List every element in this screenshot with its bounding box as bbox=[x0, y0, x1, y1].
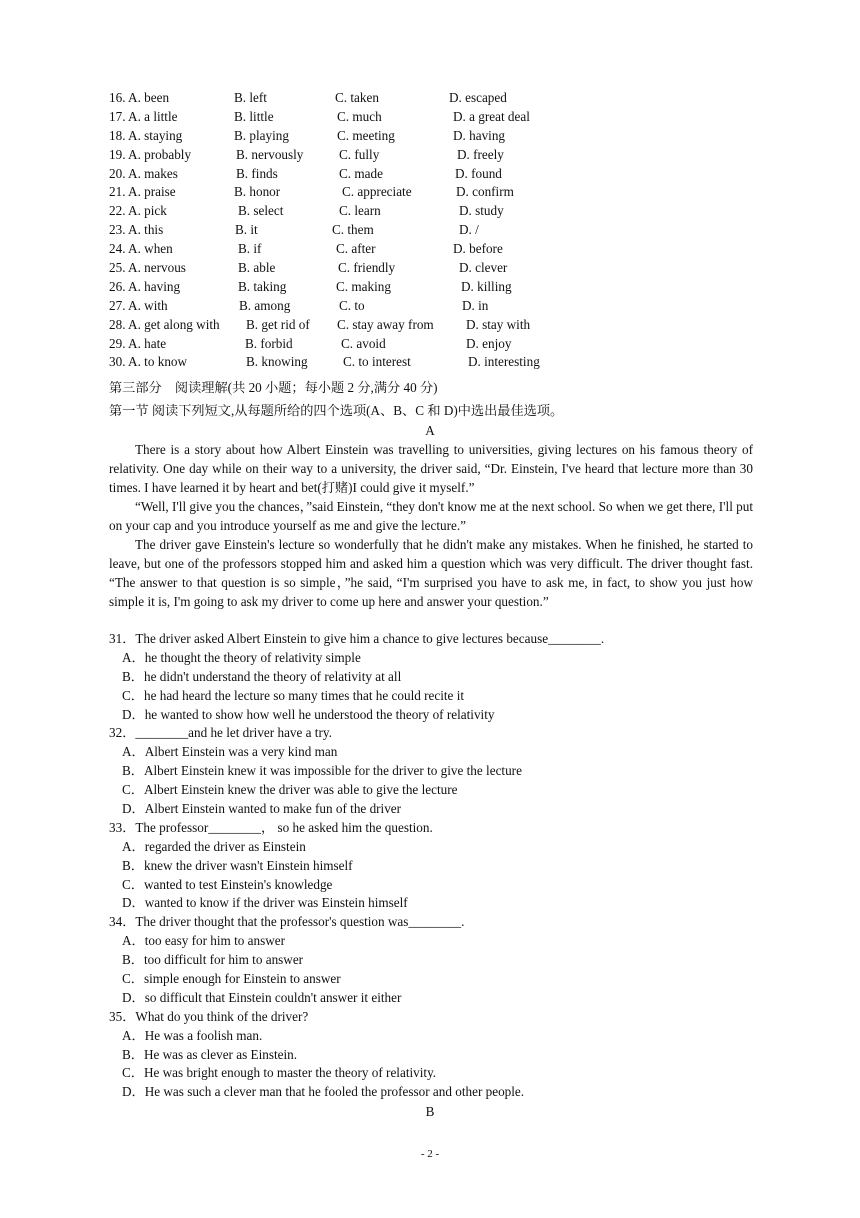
option-c: C. avoid bbox=[341, 335, 386, 351]
option-c: C. friendly bbox=[338, 260, 396, 276]
option-d: D. confirm bbox=[456, 184, 514, 200]
option-b: B. playing bbox=[234, 127, 289, 143]
option-d: D. freely bbox=[457, 146, 504, 162]
answer-option: D．He was such a clever man that he fooled the professor and other people. bbox=[122, 1084, 525, 1100]
question-stem: 31．The driver asked Albert Einstein to give him a chance to give lectures because________. bbox=[109, 631, 605, 646]
option-c: C. taken bbox=[335, 90, 379, 105]
option-a: 30. A. to know bbox=[109, 354, 188, 370]
option-d: D. / bbox=[459, 222, 479, 238]
answer-option: C．he had heard the lecture so many times that he could recite it bbox=[122, 687, 465, 703]
option-c: C. meeting bbox=[337, 127, 395, 143]
option-b: B. among bbox=[239, 297, 291, 313]
option-b: B. select bbox=[238, 203, 284, 219]
option-b: B. knowing bbox=[246, 354, 308, 370]
option-b: B. nervously bbox=[236, 146, 304, 162]
passage-paragraph: “Well, I'll give you the chances，”said Einstein, “they don't know me at the next school. So when we get there, I'll put on your cap and you introduce yourself as me and give the lecture.” bbox=[109, 499, 754, 533]
answer-option: B．He was as clever as Einstein. bbox=[122, 1046, 298, 1062]
part3-heading: 第三部分 阅读理解(共 20 小题；每小题 2 分,满分 40 分) bbox=[109, 380, 438, 395]
option-d: D. clever bbox=[459, 260, 508, 276]
option-d: D. study bbox=[459, 203, 504, 219]
option-a: 25. A. nervous bbox=[109, 260, 186, 276]
option-row bbox=[109, 88, 769, 107]
answer-option: B．he didn't understand the theory of relativity at all bbox=[122, 668, 402, 684]
option-row bbox=[109, 352, 769, 371]
answer-option: B．too difficult for him to answer bbox=[122, 952, 304, 968]
option-b: B. able bbox=[238, 260, 276, 276]
cloze-options bbox=[109, 88, 769, 371]
option-c: C. to bbox=[339, 297, 365, 313]
question-stem: 33．The professor________， so he asked him the question. bbox=[109, 819, 433, 835]
option-b: B. finds bbox=[236, 165, 278, 181]
option-row bbox=[109, 201, 769, 220]
answer-option: B．Albert Einstein knew it was impossible for the driver to give the lecture bbox=[122, 763, 522, 779]
option-row bbox=[109, 182, 769, 201]
option-b: B. forbid bbox=[245, 335, 293, 351]
passage-b-label: B bbox=[425, 1104, 435, 1119]
option-row bbox=[109, 107, 769, 126]
option-row bbox=[109, 220, 769, 239]
option-row bbox=[109, 126, 769, 145]
option-d: D. found bbox=[455, 165, 502, 181]
option-a: 19. A. probably bbox=[109, 146, 192, 162]
option-b: B. it bbox=[235, 222, 258, 238]
option-row bbox=[109, 334, 769, 353]
option-c: C. after bbox=[336, 241, 376, 257]
reading-questions bbox=[109, 629, 759, 1101]
option-b: B. honor bbox=[234, 184, 281, 200]
passage-a bbox=[109, 440, 753, 611]
option-a: 26. A. having bbox=[109, 278, 181, 294]
option-a: 27. A. with bbox=[109, 297, 168, 313]
option-row bbox=[109, 164, 769, 183]
option-d: D. having bbox=[453, 127, 506, 143]
section1-heading: 第一节 阅读下列短文,从每题所给的四个选项(A、B、C 和 D)中选出最佳选项。 bbox=[109, 403, 564, 418]
option-d: D. stay with bbox=[466, 316, 531, 332]
question-stem: 35．What do you think of the driver? bbox=[109, 1008, 309, 1024]
option-a: 28. A. get along with bbox=[109, 316, 220, 332]
option-c: C. them bbox=[332, 222, 374, 238]
answer-option: C．simple enough for Einstein to answer bbox=[122, 971, 341, 987]
passage-a-label: A bbox=[425, 423, 435, 438]
option-c: C. much bbox=[337, 108, 382, 124]
option-d: D. interesting bbox=[468, 354, 540, 370]
passage-paragraph: The driver gave Einstein's lecture so wonderfully that he didn't make any mistakes. When he finished, he started to leave, but one of the professors stopped him and asked him a question which was very difficult. The driver thought fast. “The answer to that question is so simple，”he said, “I'm surprised you have to ask me, in fact, to show you just how simple it is, I'm going to ask my driver to come up here and answer your question.” bbox=[109, 537, 753, 609]
option-row bbox=[109, 296, 769, 315]
option-a: 22. A. pick bbox=[109, 203, 167, 219]
answer-option: C．Albert Einstein knew the driver was able to give the lecture bbox=[122, 782, 458, 798]
option-d: D. escaped bbox=[449, 90, 507, 105]
answer-option: A．Albert Einstein was a very kind man bbox=[122, 744, 338, 760]
option-c: C. appreciate bbox=[342, 184, 412, 200]
option-a: 21. A. praise bbox=[109, 184, 176, 200]
option-d: D. in bbox=[462, 297, 489, 313]
option-row bbox=[109, 239, 769, 258]
option-c: C. learn bbox=[339, 203, 381, 219]
option-d: D. enjoy bbox=[466, 335, 512, 351]
answer-option: D．Albert Einstein wanted to make fun of the driver bbox=[122, 801, 402, 817]
option-row bbox=[109, 145, 769, 164]
option-c: C. made bbox=[339, 165, 383, 181]
option-row bbox=[109, 258, 769, 277]
option-b: B. get rid of bbox=[246, 316, 310, 332]
option-c: C. making bbox=[336, 278, 391, 294]
option-a: 24. A. when bbox=[109, 241, 173, 257]
option-a: 29. A. hate bbox=[109, 335, 167, 351]
option-d: D. a great deal bbox=[453, 108, 530, 124]
answer-option: C．wanted to test Einstein's knowledge bbox=[122, 876, 333, 892]
answer-option: D．wanted to know if the driver was Einstein himself bbox=[122, 895, 408, 911]
option-b: B. little bbox=[234, 108, 274, 124]
option-a: 18. A. staying bbox=[109, 127, 183, 143]
page-number: - 2 - bbox=[420, 1148, 440, 1160]
passage-paragraph: There is a story about how Albert Einstein was travelling to universities, giving lectures on his famous theory of relativity. One day while on their way to a university, the driver said, “Dr. Einstein, I've heard that lecture more than 30 times. I have learned it by heart and bet(打赌)I could give it myself.” bbox=[109, 442, 753, 495]
option-b: B. left bbox=[234, 90, 267, 105]
option-row bbox=[109, 277, 769, 296]
option-row bbox=[109, 315, 769, 334]
option-a: 17. A. a little bbox=[109, 108, 178, 124]
answer-option: A．He was a foolish man. bbox=[122, 1027, 263, 1043]
answer-option: D．so difficult that Einstein couldn't answer it either bbox=[122, 989, 402, 1005]
option-a: 16. A. been bbox=[109, 90, 170, 105]
answer-option: A．regarded the driver as Einstein bbox=[122, 838, 306, 854]
option-c: C. fully bbox=[339, 146, 380, 162]
option-a: 20. A. makes bbox=[109, 165, 178, 181]
option-d: D. before bbox=[453, 241, 503, 257]
answer-option: A．he thought the theory of relativity simple bbox=[122, 649, 361, 665]
option-d: D. killing bbox=[461, 278, 512, 294]
option-a: 23. A. this bbox=[109, 222, 164, 238]
question-stem: 34．The driver thought that the professor's question was________. bbox=[109, 914, 465, 930]
option-b: B. if bbox=[238, 241, 262, 257]
answer-option: D．he wanted to show how well he understood the theory of relativity bbox=[122, 706, 495, 722]
answer-option: A．too easy for him to answer bbox=[122, 933, 285, 949]
answer-option: B．knew the driver wasn't Einstein himself bbox=[122, 857, 353, 873]
option-b: B. taking bbox=[238, 278, 287, 294]
answer-option: C．He was bright enough to master the theory of relativity. bbox=[122, 1065, 437, 1081]
option-c: C. stay away from bbox=[337, 316, 434, 332]
option-c: C. to interest bbox=[343, 354, 411, 370]
question-stem: 32．________and he let driver have a try. bbox=[109, 725, 332, 741]
